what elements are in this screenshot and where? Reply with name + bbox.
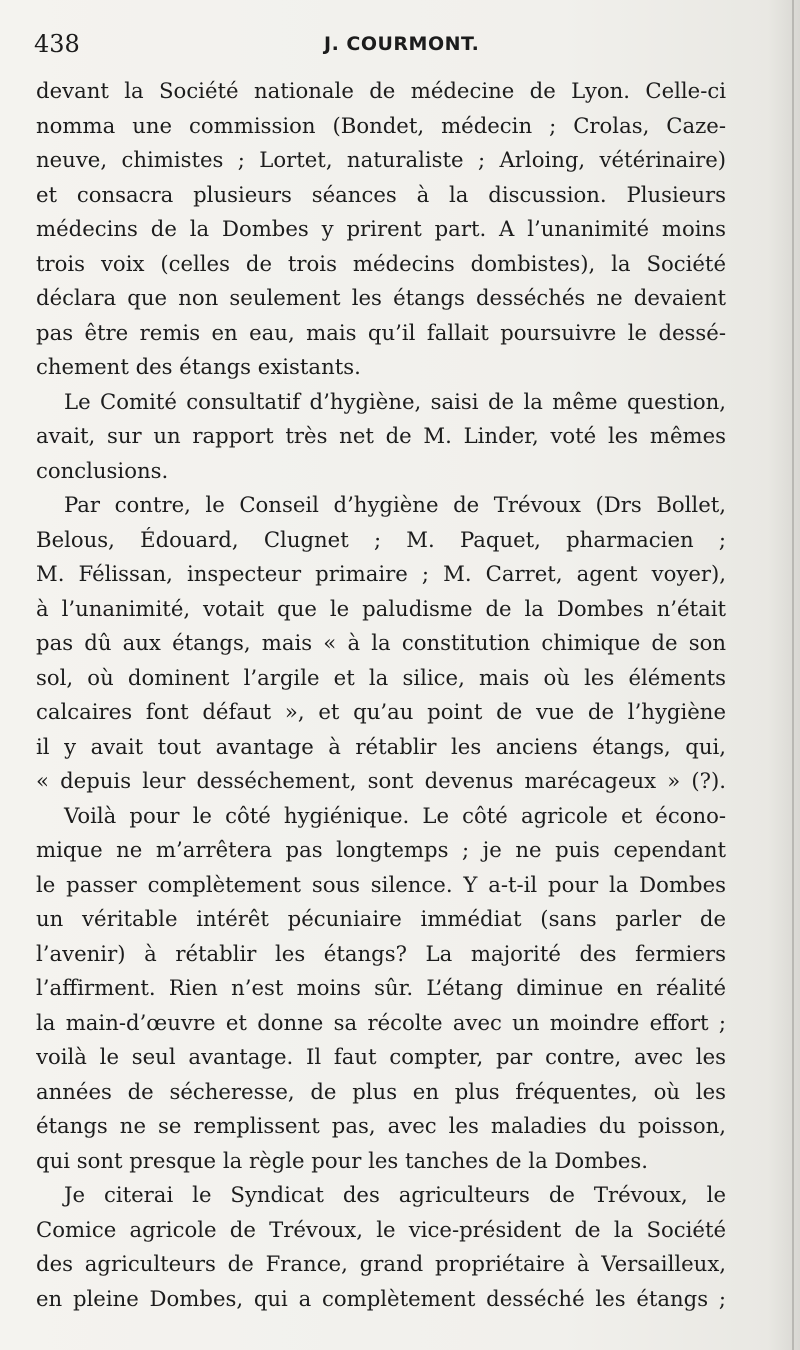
text-line: en pleine Dombes, qui a complètement desséché les étangs ; <box>36 1285 726 1311</box>
text-line: le passer complètement sous silence. Y a-t-il pour la Dombes <box>36 871 726 897</box>
text-line: des agriculteurs de France, grand propriétaire à Versailleux, <box>36 1251 726 1276</box>
text-line: l’avenir) à rétablir les étangs? La majorité des fermiers <box>36 940 726 966</box>
text-line: Par contre, le Conseil d’hygiène de Trévoux (Drs Bollet, <box>64 492 726 517</box>
page-header <box>34 30 734 70</box>
text-line: Comice agricole de Trévoux, le vice-président de la Société <box>36 1216 726 1242</box>
text-line: Belous, Édouard, Clugnet ; M. Paquet, pharmacien ; <box>36 526 726 552</box>
text-line: calcaires font défaut », et qu’au point de vue de l’hygiène <box>36 699 726 724</box>
text-line: Je citerai le Syndicat des agriculteurs de Trévoux, le <box>64 1182 726 1207</box>
page-edge <box>792 0 794 1350</box>
text-line: qui sont presque la règle pour les tanches de la Dombes. <box>36 1147 648 1173</box>
text-line: un véritable intérêt pécuniaire immédiat (sans parler de <box>36 906 726 931</box>
body-text <box>36 74 726 1316</box>
text-line: médecins de la Dombes y prirent part. A l’unanimité moins <box>36 216 726 241</box>
text-line: sol, où dominent l’argile et la silice, mais où les éléments <box>36 664 726 690</box>
text-line: années de sécheresse, de plus en plus fréquentes, où les <box>36 1078 726 1104</box>
text-line: Voilà pour le côté hygiénique. Le côté agricole et écono- <box>64 802 726 828</box>
text-line: avait, sur un rapport très net de M. Linder, voté les mêmes <box>36 423 726 448</box>
page-number: 438 <box>34 30 80 58</box>
text-line: « depuis leur desséchement, sont devenus marécageux » (?). <box>36 768 726 793</box>
running-head: J. COURMONT. <box>324 33 480 55</box>
text-line: voilà le seul avantage. Il faut compter, par contre, avec les <box>36 1044 726 1069</box>
text-line: neuve, chimistes ; Lortet, naturaliste ; Arloing, vétérinaire) <box>36 147 726 172</box>
text-line: et consacra plusieurs séances à la discussion. Plusieurs <box>36 181 726 207</box>
text-line: pas être remis en eau, mais qu’il fallait poursuivre le dessé- <box>36 319 726 345</box>
text-line: à l’unanimité, votait que le paludisme de la Dombes n’était <box>36 595 726 621</box>
text-line: déclara que non seulement les étangs desséchés ne devaient <box>36 285 726 310</box>
text-line: mique ne m’arrêtera pas longtemps ; je ne puis cependant <box>36 837 726 862</box>
text-line: la main-d’œuvre et donne sa récolte avec un moindre effort ; <box>36 1009 726 1035</box>
text-line: pas dû aux étangs, mais « à la constitution chimique de son <box>36 630 726 655</box>
text-line: nomma une commission (Bondet, médecin ; Crolas, Caze- <box>36 112 726 138</box>
text-line: chement des étangs existants. <box>36 354 361 379</box>
text-line: trois voix (celles de trois médecins dombistes), la Société <box>36 250 726 276</box>
text-line: étangs ne se remplissent pas, avec les maladies du poisson, <box>36 1113 726 1138</box>
text-line: M. Félissan, inspecteur primaire ; M. Carret, agent voyer), <box>36 561 726 586</box>
text-line: Le Comité consultatif d’hygiène, saisi de la même question, <box>64 388 726 414</box>
text-line: il y avait tout avantage à rétablir les anciens étangs, qui, <box>36 733 726 759</box>
text-line: conclusions. <box>36 457 169 483</box>
text-line: devant la Société nationale de médecine de Lyon. Celle-ci <box>36 78 726 103</box>
text-line: l’affirment. Rien n’est moins sûr. L’étang diminue en réalité <box>36 975 726 1000</box>
